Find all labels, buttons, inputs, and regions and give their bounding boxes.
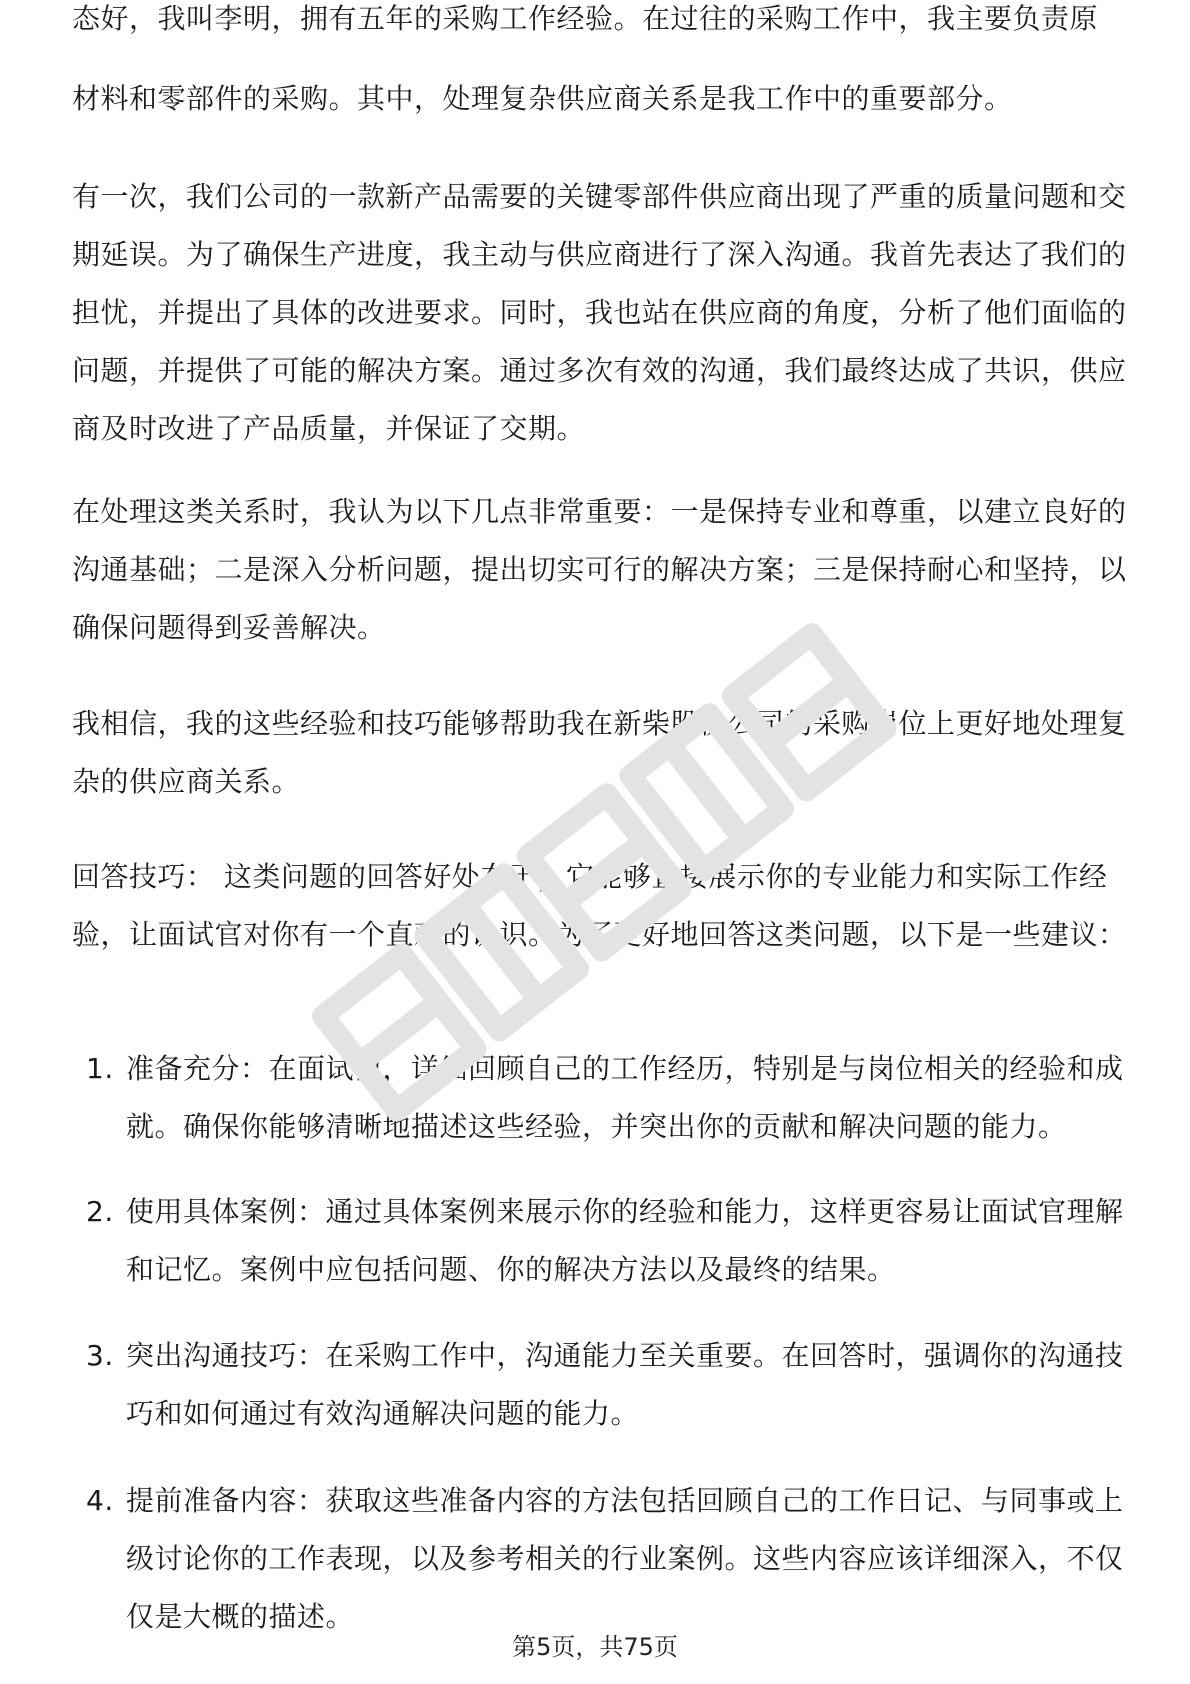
paragraph-intro-continued: 材料和零部件的采购。其中，处理复杂供应商关系是我工作中的重要部分。 — [72, 82, 1013, 115]
paragraph-answer-tips: 回答技巧： 这类问题的回答好处在于，它能够直接展示你的专业能力和实际工作经验，让面试官对你有一个直观的认识。为了更好地回答这类问题，以下是一些建议： — [72, 860, 1127, 951]
list-item-number: 2. — [86, 1195, 114, 1228]
list-item-text: 提前准备内容：获取这些准备内容的方法包括回顾自己的工作日记、与同事或上级讨论你的工作表现，以及参考相关的行业案例。这些内容应该详细深入，不仅仅是大概的描述。 — [126, 1484, 1124, 1633]
paragraph-key-points: 在处理这类关系时，我认为以下几点非常重要：一是保持专业和尊重，以建立良好的沟通基础；二是深入分析问题，提出切实可行的解决方案；三是保持耐心和坚持，以确保问题得到妥善解决。 — [72, 495, 1127, 644]
list-item-text: 使用具体案例：通过具体案例来展示你的经验和能力，这样更容易让面试官理解和记忆。案例中应包括问题、你的解决方法以及最终的结果。 — [126, 1195, 1124, 1286]
list-item-number: 4. — [86, 1484, 114, 1517]
list-item-text: 突出沟通技巧：在采购工作中，沟通能力至关重要。在回答时，强调你的沟通技巧和如何通过有效沟通解决问题的能力。 — [126, 1339, 1124, 1430]
top-fragment-text: 态好，我叫李明，拥有五年的采购工作经验。在过往的采购工作中，我主要负责原 — [72, 2, 1099, 35]
page-number-footer: 第5页，共75页 — [512, 1633, 678, 1661]
list-item-text: 准备充分：在面试前，详细回顾自己的工作经历，特别是与岗位相关的经验和成就。确保你能够清晰地描述这些经验，并突出你的贡献和解决问题的能力。 — [126, 1052, 1124, 1143]
list-item-number: 3. — [86, 1339, 114, 1372]
list-item-number: 1. — [86, 1052, 114, 1085]
paragraph-conclusion: 我相信，我的这些经验和技巧能够帮助我在新柴股份公司的采购岗位上更好地处理复杂的供应商关系。 — [72, 707, 1127, 798]
paragraph-example: 有一次，我们公司的一款新产品需要的关键零部件供应商出现了严重的质量问题和交期延误。为了确保生产进度，我主动与供应商进行了深入沟通。我首先表达了我们的担忧，并提出了具体的改进要求。同时，我也站在供应商的角度，分析了他们面临的问题，并提供了可能的解决方案。通过多次有效的沟通，我们最终达成了共识，供应商及时改进了产品质量，并保证了交期。 — [72, 180, 1127, 445]
